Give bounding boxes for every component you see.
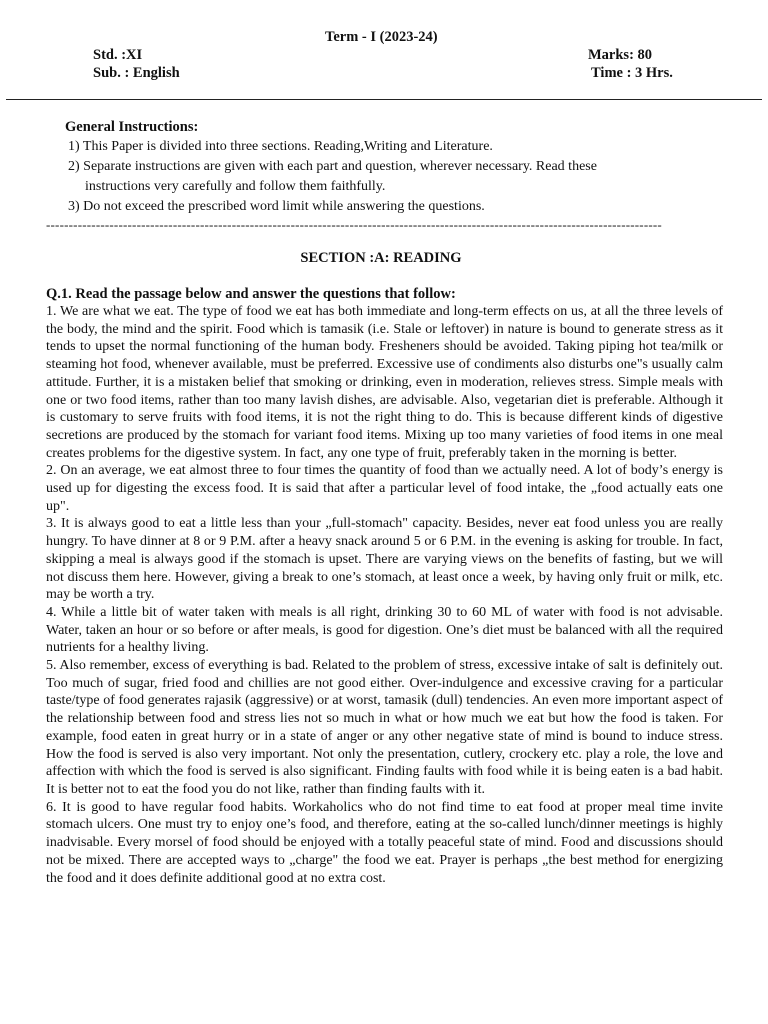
section-title: SECTION :A: READING xyxy=(300,250,462,266)
time-label: Time : 3 Hrs. xyxy=(591,65,673,81)
instruction-item-2-continued: instructions very carefully and follow them faithfully. xyxy=(85,179,386,194)
instructions-title: General Instructions: xyxy=(65,119,199,135)
instruction-item-2: 2) Separate instructions are given with each part and question, wherever necessary. Read these xyxy=(68,159,597,174)
standard-label: Std. :XI xyxy=(93,47,143,63)
passage-paragraph-5: 5. Also remember, excess of everything is bad. Related to the problem of stress, excessive intake of salt is definitely out. Too much of sugar, fried food and chillies are not good either. Over-indulgence and excessive craving for a particular taste/type of food generates rajasik (aggressive) or at worst, tamasik (dull) tendencies. An even more important aspect of the relationship between food and stress lies not so much in what or how much we eat but how the food is taken. For example, food eaten in great hurry or in a state of anger or any other negative state of mind is bound to induce stress. How the food is served is also very important. Not only the presentation, cutlery, crockery etc. play a role, the love and affection with which the food is served is also significant. Finding faults with food while it is being eaten is a bad habit. It is better not to eat the food you do not like, rather than finding faults with it. xyxy=(46,658,723,797)
passage-paragraph-6: 6. It is good to have regular food habits. Workaholics who do not find time to eat food at proper meal time invite stomach ulcers. One must try to enjoy one’s food, and therefore, eating at the so-called lunch/dinner meetings is highly inadvisable. Every morsel of food should be enjoyed with a totally peaceful state of mind. Food and discussions should not be mixed. There are accepted ways to „charge" the food we eat. Prayer is perhaps „the best method for energizing the food and it does definite additional good at no extra cost. xyxy=(46,799,723,886)
term-title: Term - I (2023-24) xyxy=(325,29,438,45)
dashed-separator: ---------------------------------------------------------------------------------------------------------------------------------------- xyxy=(46,217,662,232)
marks-label: Marks: 80 xyxy=(588,47,653,63)
instruction-item-1: 1) This Paper is divided into three sections. Reading,Writing and Literature. xyxy=(68,139,493,154)
passage-paragraph-1: 1. We are what we eat. The type of food we eat has both immediate and long-term effects on us, at all the three levels of the body, the mind and the spirit. Food which is tamasik (i.e. Stale or leftover) in nature is bound to generate stress as it tends to upset the normal functioning of the human body. Fresheners should be avoided. Taking piping hot tea/milk or steaming hot food, whenever available, must be preferred. Excessive use of condiments also disturbs one"s usually calm attitude. Further, it is a mistaken belief that smoking or drinking, even in moderation, relieves stress. Simple meals with one or two food items, rather than too many lavish dishes, are advisable. Also, vegetarian diet is preferable. Although it is customary to serve fruits with food items, it is not the right thing to do. This is because different kinds of digestive secretions are produced by the stomach for variant food items. Mixing up too many varieties of food items in one meal creates problems for the digestive system. In fact, any one type of fruit, preferably taken in the morning is better. xyxy=(46,304,723,461)
subject-label: Sub. : English xyxy=(93,65,180,81)
passage-paragraph-4: 4. While a little bit of water taken with meals is all right, drinking 30 to 60 ML of water with food is not advisable. Water, taken an hour or so before or after meals, is good for digestion. One’s diet must be balanced with all the required nutrients for a healthy living. xyxy=(46,604,723,656)
passage-paragraph-2: 2. On an average, we eat almost three to four times the quantity of food than we actually need. A lot of body’s energy is used up for digesting the excess food. It is said that after a particular level of food intake, the „food actually eats one up". xyxy=(46,463,723,514)
general-instructions xyxy=(65,117,597,217)
header-divider xyxy=(6,99,762,100)
question-heading: Q.1. Read the passage below and answer the questions that follow: xyxy=(46,286,456,302)
reading-passage xyxy=(46,303,723,887)
instruction-item-3: 3) Do not exceed the prescribed word limit while answering the questions. xyxy=(68,199,485,214)
passage-paragraph-3: 3. It is always good to eat a little less than your „full-stomach" capacity. Besides, never eat food unless you are really hungry. To have dinner at 8 or 9 P.M. after a heavy snack around 5 or 6 P.M. in the evening is asking for trouble. In fact, skipping a meal is always good if the stomach is upset. There are varying views on the benefits of fasting, but we will not discuss them here. However, giving a break to one’s stomach, at least once a week, by having only fruit or milk, etc. may be worth a try. xyxy=(46,516,723,603)
